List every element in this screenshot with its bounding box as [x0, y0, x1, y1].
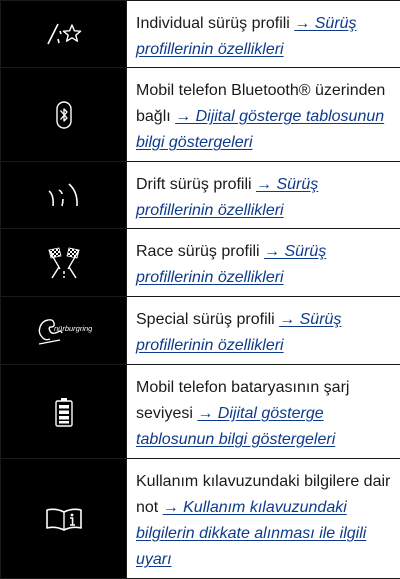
battery-icon	[54, 397, 74, 427]
row-description	[126, 365, 400, 458]
row-description	[126, 459, 400, 578]
cross-reference-link[interactable]: → Sürüş profillerinin özellikleri	[136, 311, 342, 354]
cross-reference-link[interactable]: → Sürüş profillerinin özellikleri	[136, 176, 319, 219]
row-text: Race sürüş profili	[136, 243, 265, 260]
cross-reference-link[interactable]: → Sürüş profillerinin özellikleri	[136, 15, 357, 58]
cross-reference-link[interactable]: → Dijital gösterge tablosunun bilgi göstergeleri	[136, 108, 385, 151]
row-text: Mobil telefon bataryasının şarj seviyesi	[136, 379, 350, 422]
table-row	[0, 459, 400, 579]
row-description	[126, 162, 400, 228]
row-text: Special sürüş profili	[136, 311, 280, 328]
manual-info-icon	[44, 507, 84, 531]
table-row	[0, 162, 400, 229]
bluetooth-icon	[54, 101, 74, 129]
row-text: Drift sürüş profili	[136, 176, 257, 193]
row-description	[126, 297, 400, 364]
icon-cell	[0, 229, 126, 296]
nurburgring-icon-text: nürburgring	[53, 323, 92, 333]
row-text: Individual sürüş profili	[136, 15, 295, 32]
icon-cell	[0, 1, 126, 67]
row-description	[126, 1, 400, 67]
row-text: Kullanım kılavuzundaki bilgilere dair not	[136, 473, 391, 516]
row-description	[126, 68, 400, 161]
row-text: Mobil telefon Bluetooth® üzerinden bağlı	[136, 82, 386, 125]
icon-cell	[0, 68, 126, 161]
drift-road-icon	[47, 181, 81, 209]
cross-reference-link[interactable]: → Dijital gösterge tablosunun bilgi göstergeleri	[136, 405, 336, 448]
individual-star-road-icon	[44, 21, 84, 47]
icon-cell	[0, 365, 126, 458]
icon-cell	[0, 162, 126, 228]
cross-reference-link[interactable]: → Sürüş profillerinin özellikleri	[136, 243, 327, 286]
cross-reference-link[interactable]: → Kullanım kılavuzundaki bilgilerin dikkate alınması ile ilgili uyarı	[136, 499, 367, 568]
nurburgring-icon	[36, 315, 92, 347]
row-description	[126, 229, 400, 296]
icon-cell	[0, 459, 126, 578]
table-row	[0, 1, 400, 68]
table-row	[0, 229, 400, 297]
table-row	[0, 68, 400, 162]
icon-cell	[0, 297, 126, 364]
race-flags-icon	[46, 247, 82, 279]
table-row	[0, 365, 400, 459]
table-row	[0, 297, 400, 365]
